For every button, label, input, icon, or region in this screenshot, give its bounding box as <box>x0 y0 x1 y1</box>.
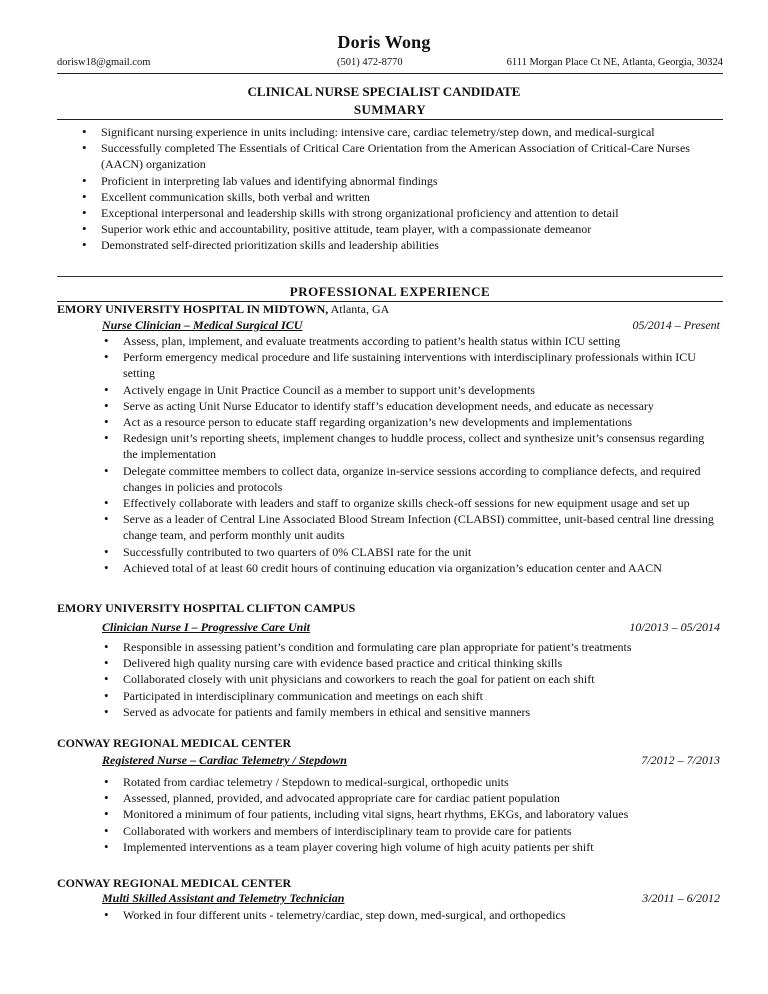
job-duties-list <box>98 907 718 923</box>
employer-name <box>57 302 389 317</box>
employer-location: Atlanta, GA <box>328 302 390 316</box>
list-item: • Achieved total of at least 60 credit hours of continuing education via organization’s education center and AACN <box>98 560 718 576</box>
list-item: • Responsible in assessing patient’s condition and formulating care plan appropriate for patient’s treatments <box>98 639 718 655</box>
list-item: • Served as advocate for patients and family members in ethical and sensitive manners <box>98 704 718 720</box>
list-item: • Effectively collaborate with leaders and staff to organize skills check-off sessions for new equipment usage and set up <box>98 495 718 511</box>
job-role: Clinician Nurse I – Progressive Care Unit <box>102 620 311 634</box>
list-item: • Demonstrated self-directed prioritization skills and leadership abilities <box>76 237 726 253</box>
section-divider <box>57 276 723 277</box>
list-item: • Proficient in interpreting lab values and identifying abnormal findings <box>76 173 726 189</box>
list-item: • Monitored a minimum of four patients, including vital signs, heart rhythms, EKGs, and laboratory values <box>98 806 718 822</box>
list-item: • Exceptional interpersonal and leadership skills with strong organizational proficiency and attention to detail <box>76 205 726 221</box>
phone-number: (501) 472-8770 <box>337 57 403 68</box>
candidate-name: Doris Wong <box>337 32 431 52</box>
list-item: • Successfully contributed to two quarters of 0% CLABSI rate for the unit <box>98 544 718 560</box>
summary-list <box>76 124 726 254</box>
list-item: • Implemented interventions as a team player covering high volume of high acuity patients per shift <box>98 839 718 855</box>
list-item: • Collaborated with workers and members of interdisciplinary team to provide care for patients <box>98 823 718 839</box>
list-item: • Participated in interdisciplinary communication and meetings on each shift <box>98 688 718 704</box>
list-item: • Delegate committee members to collect data, organize in-service sessions according to compliance defects, and required changes in policies and protocols <box>98 463 718 495</box>
job-role: Nurse Clinician – Medical Surgical ICU <box>102 318 303 332</box>
list-item: • Perform emergency medical procedure and life sustaining interventions with interdisciplinary professionals within ICU setting <box>98 349 718 381</box>
summary-heading: SUMMARY <box>57 102 723 120</box>
employer-name: CONWAY REGIONAL MEDICAL CENTER <box>57 736 292 750</box>
job-dates: 10/2013 – 05/2014 <box>629 620 720 634</box>
email-link[interactable]: dorisw18@gmail.com <box>57 57 151 68</box>
employer-name: EMORY UNIVERSITY HOSPITAL CLIFTON CAMPUS <box>57 601 356 615</box>
address: 6111 Morgan Place Ct NE, Atlanta, Georgia, 30324 <box>506 57 723 68</box>
list-item: • Successfully completed The Essentials of Critical Care Orientation from the American Association of Critical-Care Nurses (AACN) organization <box>76 140 726 172</box>
job-duties-list <box>98 639 718 720</box>
employer-name: CONWAY REGIONAL MEDICAL CENTER <box>57 876 292 890</box>
list-item: • Excellent communication skills, both verbal and written <box>76 189 726 205</box>
list-item: • Assess, plan, implement, and evaluate treatments according to patient’s health status within ICU setting <box>98 333 718 349</box>
experience-heading: PROFESSIONAL EXPERIENCE <box>57 284 723 302</box>
job-role: Multi Skilled Assistant and Telemetry Technician <box>102 891 345 905</box>
job-dates: 7/2012 – 7/2013 <box>641 753 720 767</box>
list-item: • Act as a resource person to educate staff regarding organization’s new developments and implementations <box>98 414 718 430</box>
list-item: • Worked in four different units - telemetry/cardiac, step down, med-surgical, and orthopedics <box>98 907 718 923</box>
job-dates: 05/2014 – Present <box>632 318 720 332</box>
job-role: Registered Nurse – Cardiac Telemetry / Stepdown <box>102 753 347 767</box>
list-item: • Actively engage in Unit Practice Council as a member to support unit’s developments <box>98 382 718 398</box>
objective-title: CLINICAL NURSE SPECIALIST CANDIDATE <box>247 84 521 99</box>
contact-line <box>57 55 723 74</box>
list-item: • Significant nursing experience in units including: intensive care, cardiac telemetry/step down, and medical-surgical <box>76 124 726 140</box>
list-item: • Collaborated closely with unit physicians and coworkers to reach the goal for patient on each shift <box>98 671 718 687</box>
list-item: • Delivered high quality nursing care with evidence based practice and critical thinking skills <box>98 655 718 671</box>
list-item: • Redesign unit’s reporting sheets, implement changes to huddle process, collect and synthesize unit’s consensus regarding the implementation <box>98 430 718 462</box>
job-duties-list <box>98 333 718 576</box>
job-duties-list <box>98 774 718 855</box>
list-item: • Serve as acting Unit Nurse Educator to identify staff’s education development needs, and educate as necessary <box>98 398 718 414</box>
list-item: • Superior work ethic and accountability, positive attitude, team player, with a compassionate demeanor <box>76 221 726 237</box>
employer-label: EMORY UNIVERSITY HOSPITAL IN MIDTOWN, <box>57 302 329 316</box>
list-item: • Rotated from cardiac telemetry / Stepdown to medical-surgical, orthopedic units <box>98 774 718 790</box>
list-item: • Assessed, planned, provided, and advocated appropriate care for cardiac patient population <box>98 790 718 806</box>
job-dates: 3/2011 – 6/2012 <box>642 891 720 905</box>
list-item: • Serve as a leader of Central Line Associated Blood Stream Infection (CLABSI) committee, unit-based central line dressing change team, and perform monthly unit audits <box>98 511 718 543</box>
